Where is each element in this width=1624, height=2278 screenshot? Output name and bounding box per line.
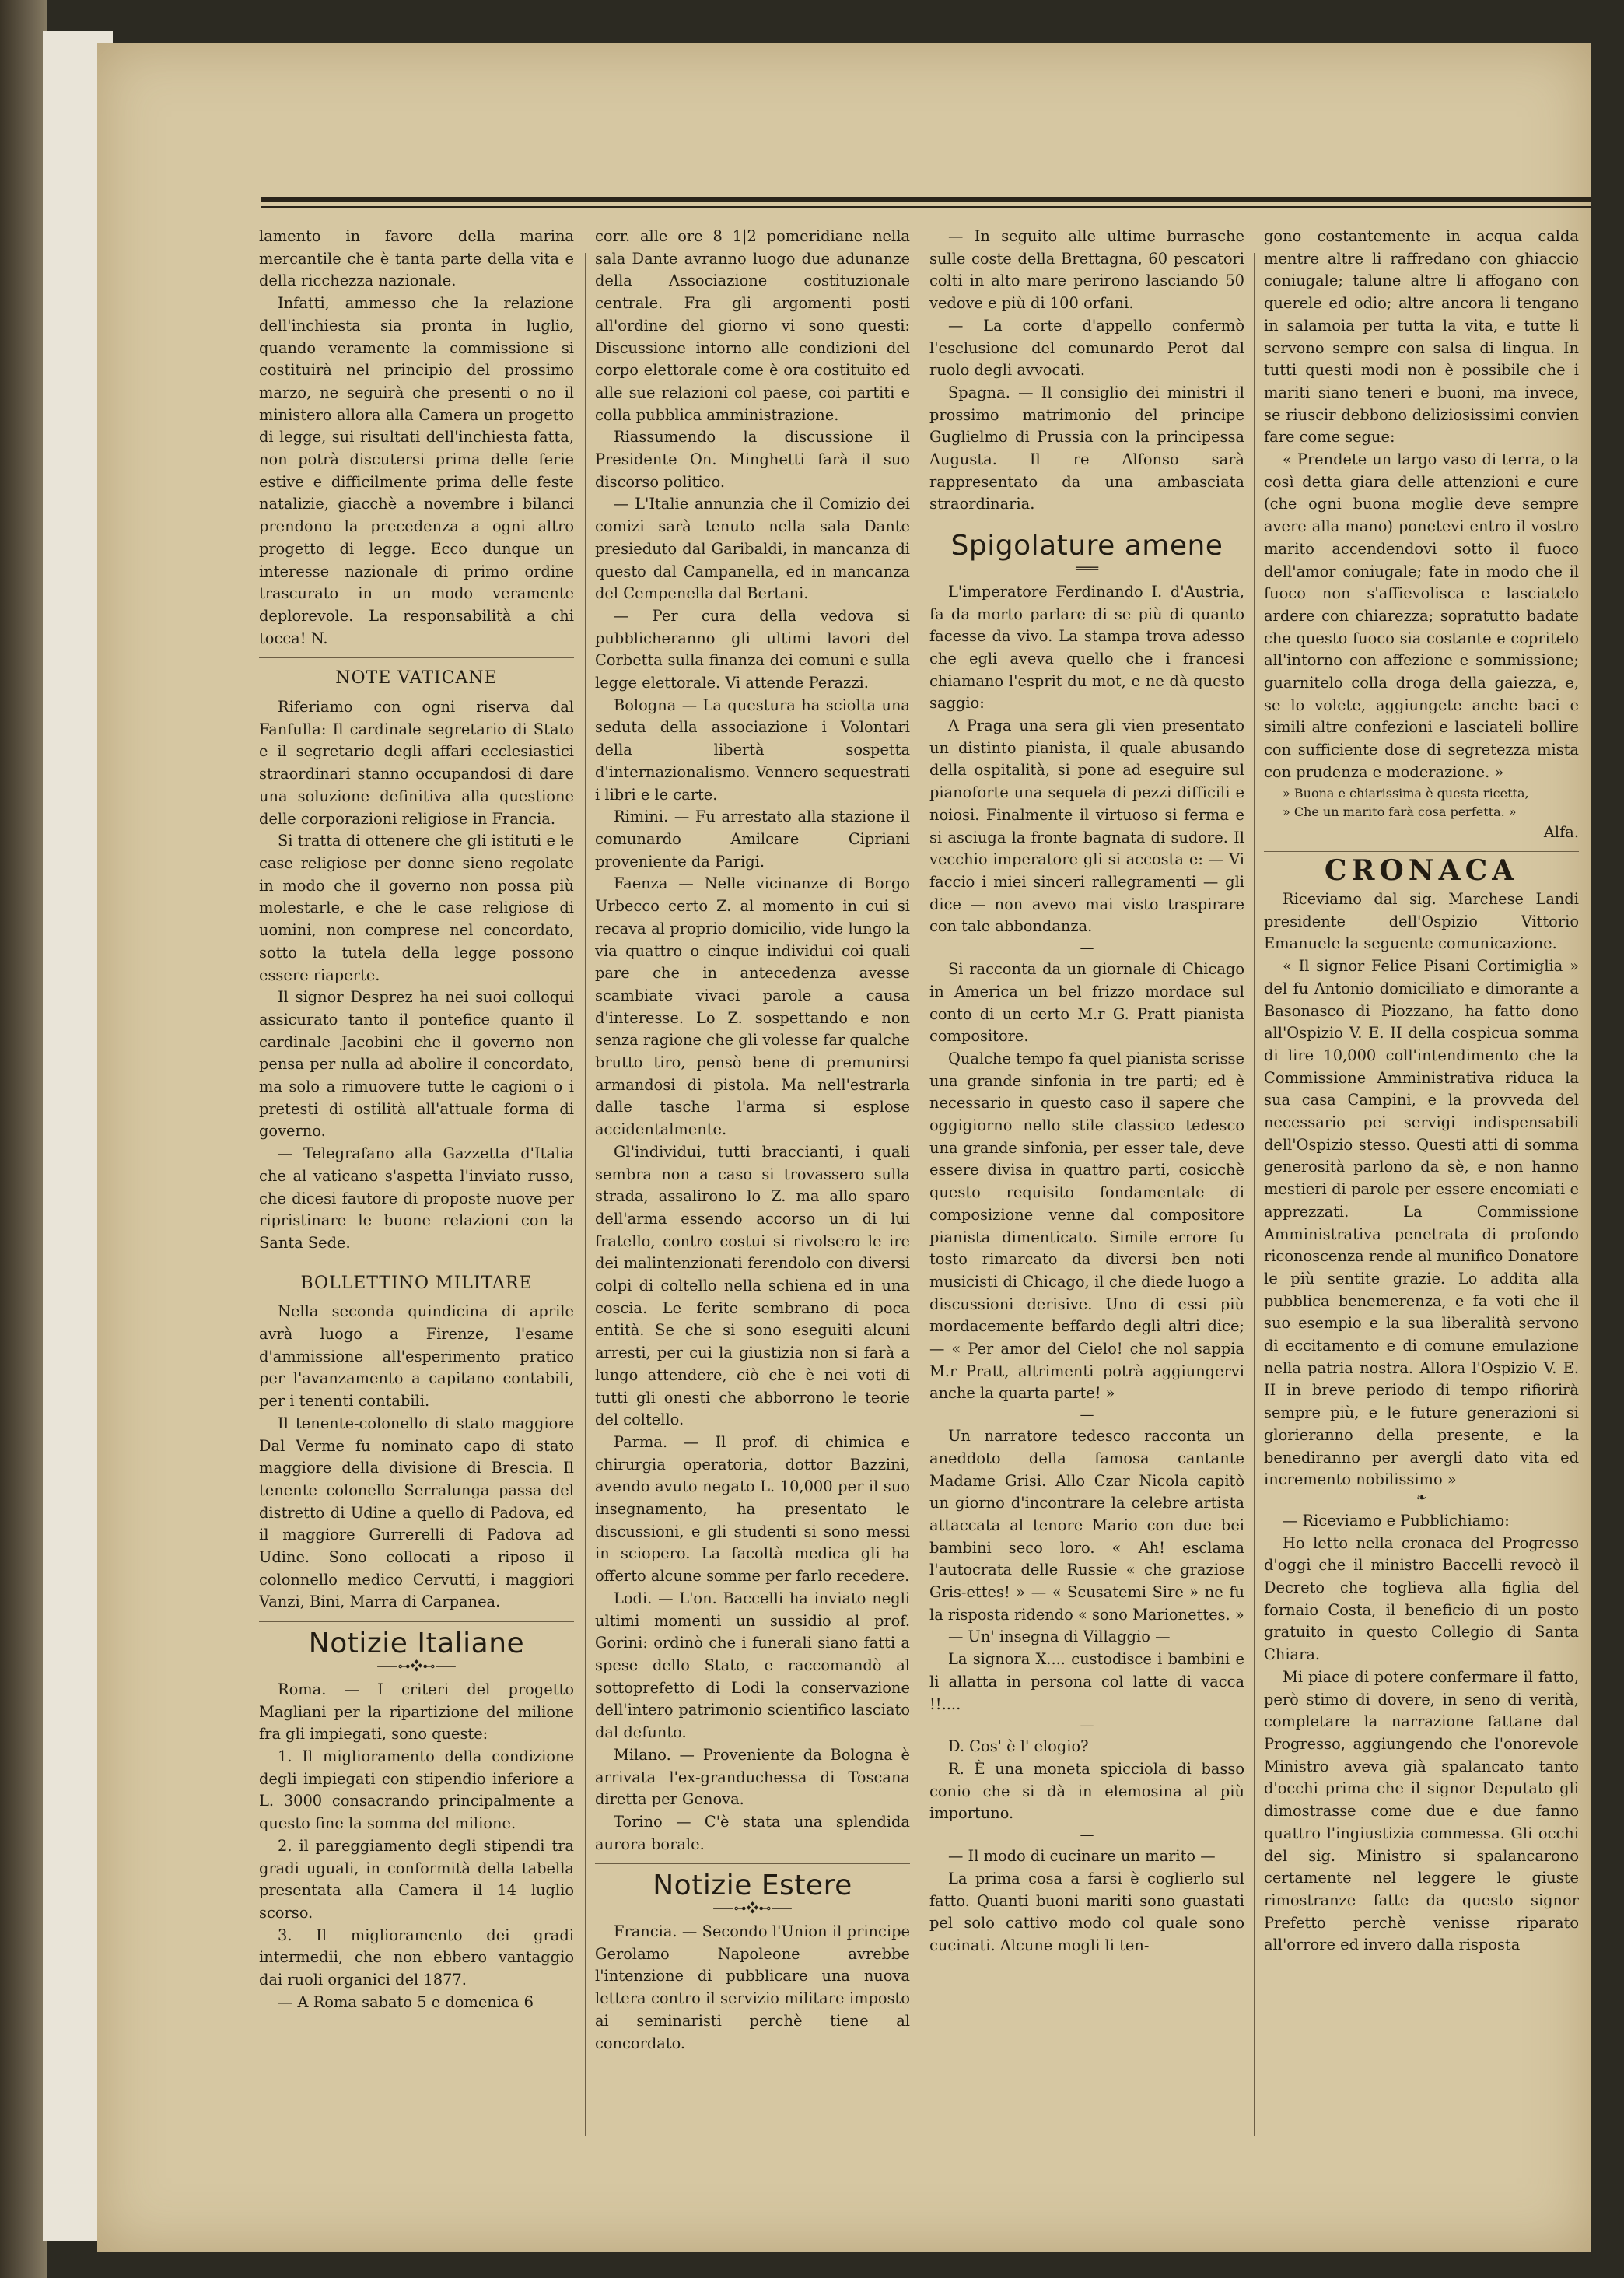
section-heading: BOLLETTINO MILITARE (300, 1273, 533, 1293)
book-binding (0, 0, 47, 2278)
column-1 (259, 226, 574, 2143)
paragraph: La prima cosa a farsi è coglierlo sul fatto. Quanti buoni mariti sono guastati pel solo cattivo modo col quale sono cucinati. Alcune mogli li ten- (929, 1869, 1244, 1954)
rule-divider (259, 1621, 574, 1622)
separator-dash: — (1080, 1717, 1094, 1734)
section-heading: NOTE VATICANE (335, 668, 498, 689)
paragraph: Si racconta da un giornale di Chicago in America un bel frizzo mordace sul conto di un certo M.r G. Pratt pianista compositore. (929, 960, 1244, 1046)
paragraph: — La corte d'appello confermò l'esclusione del comunardo Perot dal ruolo degli avvocati. (929, 316, 1244, 380)
paragraph: Bologna — La questura ha sciolta una seduta della associazione i Volontari della libertà sospetta d'internazionalismo. Vennero sequestrati i libri e le carte. (595, 696, 910, 804)
header-rule (261, 197, 1591, 202)
paragraph: gono costantemente in acqua calda mentre altre li raffredano con ghiaccio coniugale; talune altre li affogano con querele ed odio; altre ancora li tengano in salamoia per tutta la vita, e tutte li servono sempre con salsa di lingua. In tutti questi modi non è possibile che i mariti siano teneri e buoni, ma invece, se riuscir debbono deliziosissimi convien fare come segue: (1264, 227, 1579, 447)
paragraph: corr. alle ore 8 1|2 pomeridiane nella sala Dante avranno luogo due adunanze della Associazione costituzionale centrale. Fra gli argomenti posti all'ordine del giorno vi sono questi: Discussione intorno alle condizioni del corpo elettorale come è ora costituito ed alle sue relazioni col paese, coi partiti e colla pubblica amministrazione. (595, 227, 910, 424)
paragraph: Torino — C'è stata una splendida aurora borale. (595, 1812, 910, 1853)
paragraph: lamento in favore della marina mercantile che è tanta parte della vita e della ricchezza nazionale. (259, 227, 574, 290)
paragraph: — Un' insegna di Villaggio — (948, 1628, 1171, 1646)
rule-divider (259, 657, 574, 658)
paragraph: A Praga una sera gli vien presentato un distinto pianista, il quale abusando della ospitalità, si pone ad eseguire sul pianoforte una sequela di pezzi difficili e noiosi. Finalmente il virtuoso si ferma e si asciuga la fronte bagnata di sudore. Il vecchio imperatore gli si accosta e: — Vi faccio i miei sinceri rallegramenti — gli dice — non avevo mai visto traspirare con tale abbondanza. (929, 717, 1244, 936)
paragraph: Un narratore tedesco racconta un aneddoto della famosa cantante Madame Grisi. Allo Czar Nicola capitò un giorno d'incontrare la celebre artista attaccata al tenore Mario con due bei bambini seco loro. « Ah! esclama l'autocrata delle Russie « che graziose Gris-ettes! » — « Scusatemi Sire » ne fu la risposta ridendo « sono Marionettes. » (929, 1427, 1244, 1624)
column-3 (929, 226, 1244, 2143)
paragraph: Riceviamo dal sig. Marchese Landi presidente dell'Ospizio Vittorio Emanuele la seguente comunicazione. (1264, 889, 1579, 953)
paragraph: Il signor Desprez ha nei suoi colloqui assicurato tanto il pontefice quanto il cardinale Jacobini che il governo non pensa per nulla ad abolire il concordato, ma solo a rimuovere tutte le cagioni o i pretesti di ostilità all'attuale forma di governo. (259, 988, 574, 1141)
separator-dash: — (1080, 1827, 1094, 1844)
paragraph: — In seguito alle ultime burrasche sulle coste della Brettagna, 60 pescatori colti in alto mare perirono lasciando 50 vedove e più di 100 orfani. (929, 227, 1244, 313)
paragraph: Spagna. — Il consiglio dei ministri il prossimo matrimonio del principe Guglielmo di Prussia con la principessa Augusta. Il re Alfonso sarà rappresentato da una ambasciata straordinaria. (929, 383, 1244, 513)
rule-divider (595, 1863, 910, 1864)
section-title: CRONACA (1324, 854, 1519, 888)
paragraph: L'imperatore Ferdinando I. d'Austria, fa da morto parlare di se più di quanto facesse da vivo. La stampa trova adesso che egli aveva quello che i francesi chiamano l'esprit du mot, e ne dà questo saggio: (929, 582, 1244, 713)
paragraph: — Telegrafano alla Gazzetta d'Italia che al vaticano s'aspetta l'inviato russo, che dicesi fautore di proposte nuove per ripristinare le buone relazioni con la Santa Sede. (259, 1144, 574, 1252)
paragraph: — Per cura della vedova si pubblicheranno gli ultimi lavori del Corbetta sulla finanza dei comuni e sulla legge elettorale. Vi attende Perazzi. (595, 606, 910, 692)
paragraph: « Prendete un largo vaso di terra, o la così detta giara delle attenzioni e cure (che ogni buona moglie deve sempre avere alla mano) ponetevi entro il vostro marito accendendovi sotto il fuoco dell'amor coniugale; fate in modo che il fuoco non s'affievolisca e lasciatelo ardere con chiarezza; sopratutto badate che questo fuoco sia costante e copritelo all'intorno con affezione e sommissione; guarnitelo colla droga della gaiezza, e, se lo volete, aggiungete anche baci e simili altre confezioni e lasciateli bollire con sufficiente dose di segretezza mista con prudenza e moderazione. » (1264, 450, 1579, 781)
ornament: ⸺⊶❖⊷⸺ (712, 1901, 793, 1916)
paragraph: Mi piace di potere confermare il fatto, però stimo di dovere, in seno di verità, completare la narrazione fattane dal Progresso, aggiungendo che l'onorevole Ministro aveva già spalancato tanto d'occhi prima che il signor Deputato gli dimostrasse come due e due fanno quattro l'ingiustizia commessa. Gli occhi del sig. Ministro si spalancarono certamente nel leggere le giuste rimostranze fatte da questo signor Prefetto perchè venisse riparato all'orrore ed invero dalla risposta (1264, 1667, 1579, 1954)
signature: Alfa. (1543, 822, 1579, 841)
section-title: Notizie Italiane (308, 1628, 525, 1660)
paragraph: Faenza — Nelle vicinanze di Borgo Urbecco certo Z. al momento in cui si recava al proprio domicilio, vide lungo la via quattro o cinque individui coi quali pare che in antecedenza avesse scambiate vivaci parole a causa d'interesse. Lo Z. sospettando e non senza ragione che gli volesse far qualche brutto tiro, pensò bene di premunirsi armandosi di pistola. Ma nell'estrarla dalle tasche l'arma si esplose accidentalmente. (595, 874, 910, 1139)
paragraph: Rimini. — Fu arrestato alla stazione il comunardo Amilcare Cipriani proveniente da Parigi. (595, 808, 910, 871)
paragraph: R. È una moneta spicciola di basso conio che si dà in elemosina al più importuno. (929, 1760, 1244, 1823)
paragraph: Roma. — I criteri del progetto Magliani per la ripartizione del milione fra gli impiegati, sono queste: (259, 1680, 574, 1744)
separator-dash: — (1080, 1407, 1094, 1424)
paragraph: — Il modo di cucinare un marito — (948, 1847, 1216, 1866)
section-title: Spigolature amene (950, 530, 1223, 562)
section-title: Notizie Estere (653, 1870, 852, 1902)
verse-line: » Buona e chiarissima è questa ricetta, (1283, 785, 1529, 801)
paragraph: Si tratta di ottenere che gli istituti e le case religiose per donne sieno regolate in modo che il governo non possa più molestarle, e che le case religiose di uomini, non comprese nel concordato, sotto la tutela della legge possono essere riaperte. (259, 832, 574, 984)
paragraph: Riassumendo la discussione il Presidente On. Minghetti farà il suo discorso politico. (595, 428, 910, 491)
paragraph: — A Roma sabato 5 e domenica 6 (278, 1992, 534, 2011)
paragraph: 1. Il miglioramento della condizione degli impiegati con stipendio inferiore a L. 3000 consacrando principalmente a questo fine la somma del milione. (259, 1747, 574, 1833)
paragraph: D. Cos' è l' elogio? (948, 1737, 1089, 1756)
paragraph: La signora X.... custodisce i bambini e li allatta in persona col latte di vacca !!.... (929, 1650, 1244, 1713)
header-rule-thin (261, 206, 1591, 208)
paragraph: Parma. — Il prof. di chimica e chirurgia operatoria, dottor Bazzini, avendo avuto negato L. 10,000 per il suo insegnamento, ha presentato le discussioni, e gli studenti si sono messi in sciopero. La facoltà medica gli ha offerto alcune somme per farlo recedere. (595, 1432, 910, 1586)
paragraph: Lodi. — L'on. Baccelli ha inviato negli ultimi momenti un sussidio al prof. Gorini: ordinò che i funerali siano fatti a spese dello Stato, e raccomandò al sottoprefetto di Lodi la conservazione dell'intero patrimonio scientifico lasciato dal defunto. (595, 1589, 910, 1742)
paragraph: Ho letto nella cronaca del Progresso d'oggi che il ministro Baccelli revocò il Decreto che toglieva alla figlia del fornaio Costa, il beneficio di un posto gratuito in questo Collegio di Santa Chiara. (1264, 1533, 1579, 1664)
paragraph: Riferiamo con ogni riserva dal Fanfulla: Il cardinale segretario di Stato e il segretario degli affari ecclesiastici straordinari stanno occupandosi di dare una soluzione definitiva alla questione delle corporazioni religiose in Francia. (259, 698, 574, 828)
rule-divider (1264, 851, 1579, 852)
newspaper-page (97, 43, 1591, 2252)
paragraph: — Riceviamo e Pubblichiamo: (1283, 1511, 1510, 1530)
paragraph: Nella seconda quindicina di aprile avrà luogo a Firenze, l'esame d'ammissione all'esperimento pratico per l'avanzamento a capitano contabili, per i tenenti contabili. (259, 1302, 574, 1411)
column-divider (585, 253, 586, 2136)
ornament: ⸺⊶❖⊷⸺ (376, 1658, 457, 1673)
paragraph: 2. il pareggiamento degli stipendi tra gradi uguali, in conformità della tabella presentata alla Camera il 14 luglio scorso. (259, 1836, 574, 1922)
paragraph: Francia. — Secondo l'Union il principe Gerolamo Napoleone avrebbe l'intenzione di pubblicare una nuova lettera contro il servizio militare imposto ai seminaristi perchè tiene al concordato. (595, 1922, 910, 2052)
ornament: ❧ (1416, 1489, 1427, 1505)
column-4 (1264, 226, 1579, 2143)
column-2 (595, 226, 910, 2143)
paragraph: « Il signor Felice Pisani Cortimiglia » del fu Antonio domiciliato e dimorante a Basonasco di Piozzano, ha fatto dono all'Ospizio V. E. II della cospicua somma di lire 10,000 coll'intendimento che la Commissione Amministrativa riduca la sua casa Campini, e la provveda del necessario pei servigi indispensabili dell'Ospizio stesso. Questi atti di somma generosità parlono da sè, e non hanno mestieri di parole per essere encomiati e apprezzati. La Commissione Amministrativa penetrata di profondo riconoscenza rende al munifico Donatore le più sentite grazie. Lo addita alla pubblica benemerenza, e fa voti che il suo esempio e la sua liberalità servono di eccitamento e di comune emulazione nella patria nostra. Allora l'Ospizio V. E. II in breve periodo di tempo rifiorirà sempre più, e le future generazioni si glorieranno della presente, e la benediranno per avergli dato vita ed incremento nobilissimo » (1264, 957, 1579, 1489)
verse-line: » Che un marito farà cosa perfetta. » (1283, 804, 1517, 819)
separator-dash: — (1080, 940, 1094, 957)
column-divider (1254, 253, 1255, 2136)
paragraph: Gl'individui, tutti braccianti, i quali sembra non a caso si trovassero sulla strada, assalirono lo Z. ma allo sparo dell'arma essendo accorso un di lui fratello, contro costui si rivolsero le ire dei malintenzionati ferendolo con diversi colpi di coltello nella schiena ed in una coscia. Le ferite sembrano di poca entità. Se che si sono eseguiti alcuni arresti, per cui la giustizia non si farà a lungo attendere, ciò che è nei voti di tutti gli onesti che abborrono le teorie del coltello. (595, 1142, 910, 1429)
paragraph: Milano. — Proveniente da Bologna è arrivata l'ex-granduchessa di Toscana diretta per Genova. (595, 1745, 910, 1809)
paragraph: Il tenente-colonello di stato maggiore Dal Verme fu nominato capo di stato maggiore della divisione di Brescia. Il tenente colonello Serralunga passa del distretto di Udine a quello di Padova, ed il maggiore Gurrerelli di Padova ad Udine. Sono collocati a riposo il colonnello medico Cervutti, i maggiori Vanzi, Bini, Marra di Carpanea. (259, 1414, 574, 1611)
ornament: ═══ (1076, 560, 1098, 576)
paragraph: 3. Il miglioramento dei gradi intermedii, che non ebbero vantaggio dai ruoli organici del 1877. (259, 1926, 574, 1989)
paragraph: Infatti, ammesso che la relazione dell'inchiesta sia pronta in luglio, quando veramente la commissione si costituirà nel principio del prossimo marzo, ne seguirà che presenti o no il ministero allora alla Camera un progetto di legge, sui risultati dell'inchiesta fatta, non potrà discutersi prima delle ferie estive e difficilmente prima delle feste natalizie, giacchè a novembre i bilanci prendono la precedenza a ogni altro progetto di legge. Ecco dunque un interesse nazionale di primo ordine trascurato in un modo veramente deplorevole. La responsabilità a chi tocca! N. (259, 294, 574, 647)
paragraph: Qualche tempo fa quel pianista scrisse una grande sinfonia in tre parti; ed è necessario in questo caso il sapere che oggigiorno nello stile classico tedesco una grande sinfonia, per esser tale, deve essere divisa in quattro parti, cosicchè questo requisito fondamentale di composizione venne dal compositore pianista dimenticato. Simile errore fu tosto rimarcato da diversi ben noti musicisti di Chicago, il che diede luogo a discussioni derisive. Uno di essi più mordacemente beffardo degli altri dice; — « Per amor del Cielo! che nol sappia M.r Pratt, altrimenti potrà aggiungervi anche la quarta parte! » (929, 1049, 1244, 1403)
paragraph: — L'Italie annunzia che il Comizio dei comizi sarà tenuto nella sala Dante presieduto dal Garibaldi, in mancanza di questo dal Campanella, ed in mancanza del Cempenella dal Bertani. (595, 495, 910, 603)
